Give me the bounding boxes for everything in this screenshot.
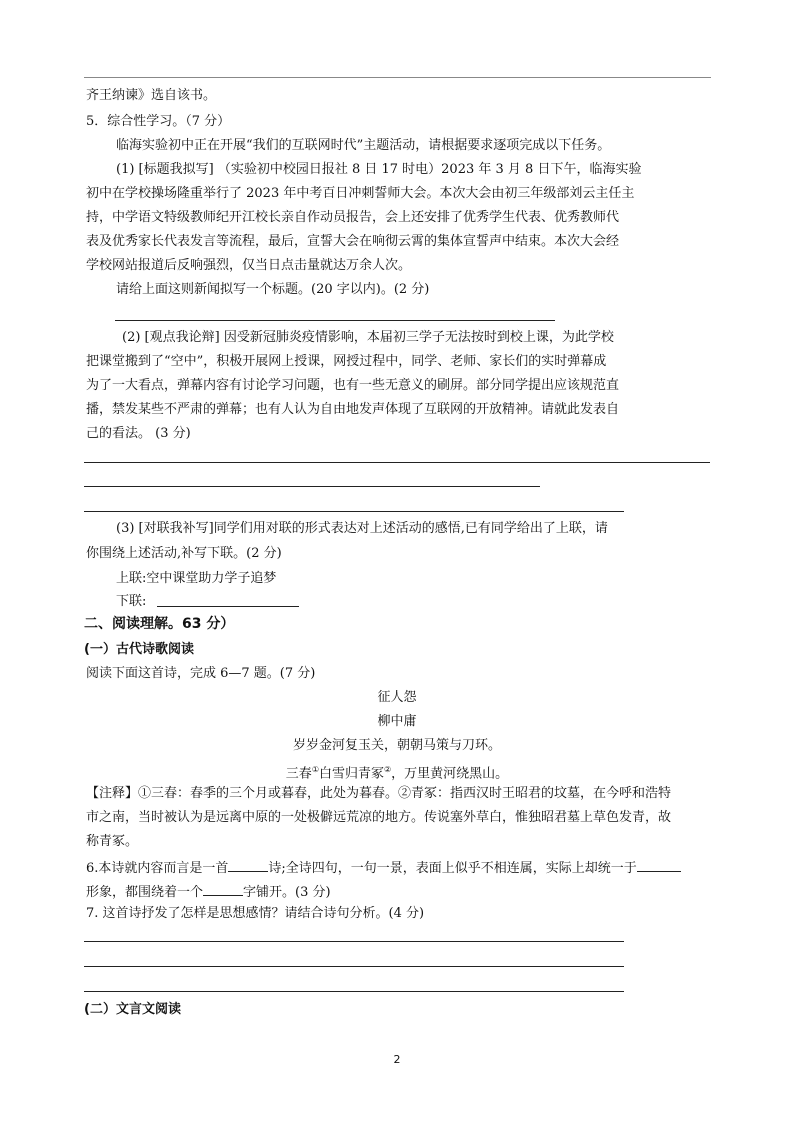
blank-1[interactable]	[228, 857, 268, 872]
answer-line-2[interactable]	[84, 462, 710, 463]
question-text: 诗;全诗四句，一句一景，表面上似乎不相连属，实际上却统一于	[268, 861, 637, 876]
question-text: 形象，都围绕着一个	[86, 885, 204, 900]
text-line: 表及优秀家长代表发言等流程，最后，宣誓大会在响彻云霄的集体宣誓声中结束。本次大会经	[86, 234, 620, 249]
text-line: 请给上面这则新闻拟写一个标题。(20 字以内)。(2 分)	[116, 282, 430, 297]
text-line: 你围绕上述活动,补写下联。(2 分)	[86, 546, 282, 561]
question-7: 7. 这首诗抒发了怎样是思想感情？请结合诗句分析。(4 分)	[86, 906, 425, 921]
answer-line-3[interactable]	[84, 486, 540, 487]
couplet-lower-label: 下联:	[116, 594, 147, 609]
answer-line-4[interactable]	[84, 511, 624, 512]
annotation-line: 称青冢。	[86, 834, 139, 849]
task-3-prompt: (3) [对联我补写]同学们用对联的形式表达对上述活动的感悟,已有同学给出了上联，请	[116, 521, 608, 536]
poem-title: 征人怨	[377, 690, 417, 705]
text-line: 齐王纳谏》选自该书。	[86, 88, 217, 103]
footnote-marker: ②	[384, 765, 392, 774]
footnote-marker: ①	[311, 765, 319, 774]
task-2-prompt: (2) [观点我论辩] 因受新冠肺炎疫情影响，本届初三学子无法按时到校上课，为此学校	[122, 330, 614, 345]
annotation-line: 市之南，当时被认为是远离中原的一处极僻远荒凉的地方。传说塞外草白，惟独昭君墓上草色发青，故	[86, 810, 672, 825]
header-rule	[84, 77, 711, 78]
text-line: 播，禁发某些不严肃的弹幕；也有人认为自由地发声体现了互联网的开放精神。请就此发表自	[86, 402, 620, 417]
answer-line-6[interactable]	[84, 966, 624, 967]
poem-text: 白雪归青冢	[318, 766, 384, 782]
question-6-cont	[86, 881, 331, 902]
section-2-heading: 二、阅读理解。63 分）	[84, 616, 235, 632]
answer-line-5[interactable]	[84, 941, 624, 942]
annotation-line: 【注释】①三春：春季的三个月或暮春，此处为暮春。②青冢：指西汉时王昭君的坟墓，在今呼和浩特	[86, 786, 672, 801]
question-text: 6.本诗就内容而言是一首	[86, 861, 229, 876]
question-text: 字铺开。(3 分)	[243, 885, 331, 900]
text-line: 初中在学校操场隆重举行了 2023 年中考百日冲刺誓师大会。本次大会由初三年级部刘云主任主	[86, 186, 635, 201]
question-6	[86, 857, 681, 878]
text-line: 把课堂搬到了“空中”，积极开展网上授课，网授过程中，同学、老师、家长们的实时弹幕成	[86, 354, 607, 369]
question-5-heading: 5．综合性学习。（7 分）	[86, 114, 231, 129]
poem-line-2	[0, 761, 794, 783]
answer-line-1[interactable]	[115, 320, 555, 321]
text-line: 阅读下面这首诗，完成 6—7 题。(7 分)	[86, 666, 316, 681]
couplet-upper: 上联:空中课堂助力学子追梦	[116, 571, 277, 586]
text-line: 临海实验初中正在开展“我们的互联网时代”主题活动，请根据要求逐项完成以下任务。	[116, 138, 611, 153]
poem-text: 三春	[285, 766, 312, 782]
couplet-lower-blank[interactable]	[157, 606, 299, 607]
text-line: 为了一大看点，弹幕内容有讨论学习问题，也有一些无意义的刷屏。部分同学提出应该规范直	[86, 378, 620, 393]
subsection-poetry-heading: (一）古代诗歌阅读	[84, 642, 194, 657]
task-1-prompt: (1) [标题我拟写] （实验初中校园日报社 8 日 17 时电）2023 年 3 月 8 日下午，临海实验	[116, 162, 642, 177]
answer-line-7[interactable]	[84, 991, 624, 992]
blank-2[interactable]	[637, 857, 681, 872]
page-number: 2	[393, 1053, 401, 1066]
text-line: 己的看法。 (3 分)	[86, 426, 191, 441]
text-line: 学校网站报道后反响强烈，仅当日点击量就达万余人次。	[86, 258, 412, 273]
blank-3[interactable]	[203, 881, 243, 896]
poem-line-1: 岁岁金河复玉关，朝朝马策与刀环。	[292, 738, 501, 753]
subsection-classical-heading: (二）文言文阅读	[84, 1002, 181, 1017]
poem-author: 柳中庸	[377, 714, 417, 729]
text-line: 持，中学语文特级教师纪开江校长亲自作动员报告，会上还安排了优秀学生代表、优秀教师代	[86, 210, 620, 225]
poem-text: ，万里黄河绕黑山。	[391, 766, 509, 782]
